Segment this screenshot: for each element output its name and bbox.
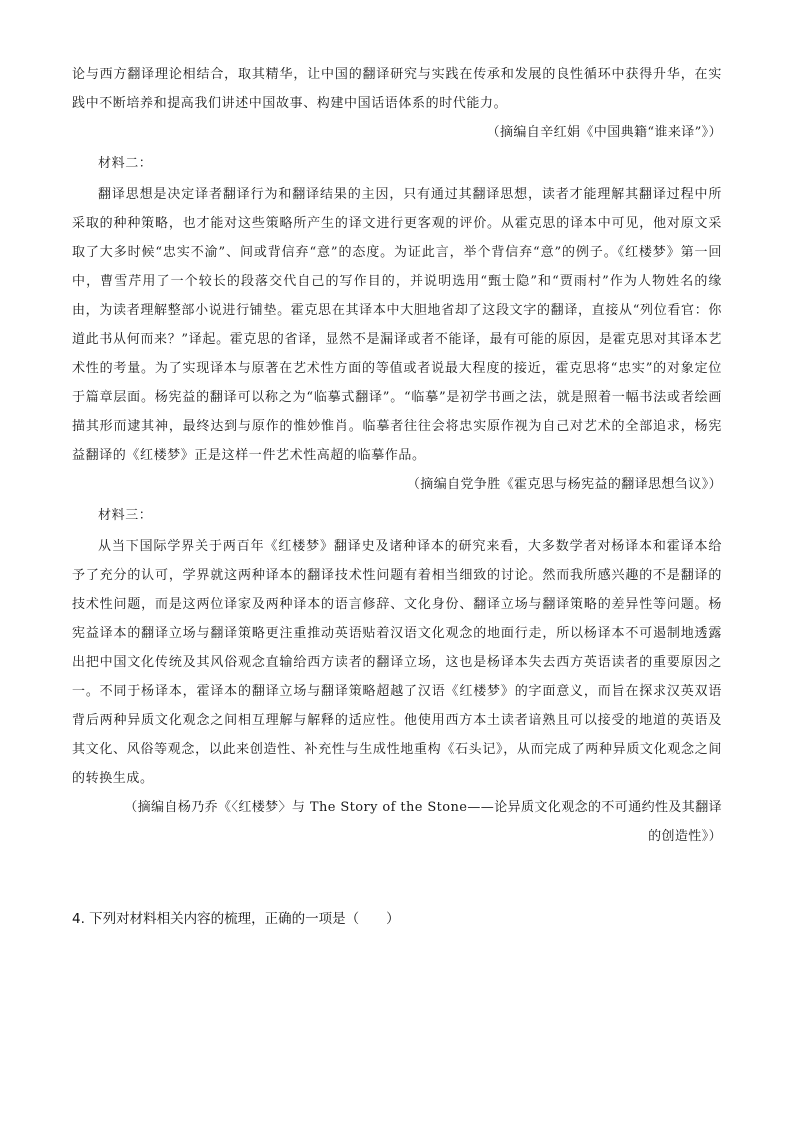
material-2-body: 翻译思想是决定译者翻译行为和翻译结果的主因，只有通过其翻译思想，读者才能理解其翻译过程中所采取的种种策略，也才能对这些策略所产生的译文进行更客观的评价。从霍克思的译本中可见，他对原文采取了大多时候“忠实不渝”、间或背信弃“意”的态度。为证此言，举个背信弃“意”的例子。《红楼梦》第一回中，曹雪芹用了一个较长的段落交代自己的写作目的，并说明选用“甄士隐”和“贾雨村”作为人物姓名的缘由，为读者理解整部小说进行铺垫。霍克思在其译本中大胆地省却了这段文字的翻译，直接从“列位看官：你道此书从何而来？”译起。霍克思的省译，显然不是漏译或者不能译，最有可能的原因，是霍克思对其译本艺术性的考量。为了实现译本与原著在艺术性方面的等值或者说最大程度的接近，霍克思将“忠实”的对象定位于篇章层面。杨宪益的翻译可以称之为“临摹式翻译”。“临摹”是初学书画之法，就是照着一幅书法或者绘画描其形而逮其神，最终达到与原作的惟妙惟肖。临摹者往往会将忠实原作视为自己对艺术的全部追求，杨宪益翻译的《红楼梦》正是这样一件艺术性高超的临摹作品。	[72, 187, 722, 463]
material-3-body: 从当下国际学界关于两百年《红楼梦》翻译史及诸种译本的研究来看，大多数学者对杨译本和霍译本给予了充分的认可，学界就这两种译本的翻译技术性问题有着相当细致的讨论。然而我所感兴趣的不是翻译的技术性问题，而是这两位译家及两种译本的语言修辞、文化身份、翻译立场与翻译策略的差异性等问题。杨宪益译本的翻译立场与翻译策略更注重推动英语贴着汉语文化观念的地面行走，所以杨译本不可遏制地透露出把中国文化传统及其风俗观念直输给西方读者的翻译立场，这也是杨译本失去西方英语读者的重要原因之一。不同于杨译本，霍译本的翻译立场与翻译策略超越了汉语《红楼梦》的字面意义，而旨在探求汉英双语背后两种异质文化观念之间相互理解与解释的适应性。他使用西方本土读者谙熟且可以接受的地道的英语及其文化、风俗等观念，以此来创造性、补充性与生成性地重构《石头记》，从而完成了两种异质文化观念之间的转换生成。	[72, 539, 722, 786]
material-3-heading: 材料三：	[98, 508, 153, 523]
document-body	[72, 60, 722, 851]
question-4: 4. 下列对材料相关内容的梳理，正确的一项是（ ）	[72, 911, 400, 927]
material-2-heading: 材料二：	[98, 156, 153, 171]
source-citation-1: （摘编自辛红娟《中国典籍“谁来译”》）	[486, 125, 722, 140]
source-citation-3: （摘编自杨乃乔《〈红楼梦〉与 The Story of the Stone——论异质文化观念的不可通约性及其翻译的创造性》）	[124, 800, 722, 844]
intro-paragraph: 论与西方翻译理论相结合，取其精华，让中国的翻译研究与实践在传承和发展的良性循环中获得升华，在实践中不断培养和提高我们讲述中国故事、构建中国话语体系的时代能力。	[72, 67, 722, 111]
source-citation-2: （摘编自党争胜《霍克思与杨宪益的翻译思想刍议》）	[406, 477, 722, 492]
